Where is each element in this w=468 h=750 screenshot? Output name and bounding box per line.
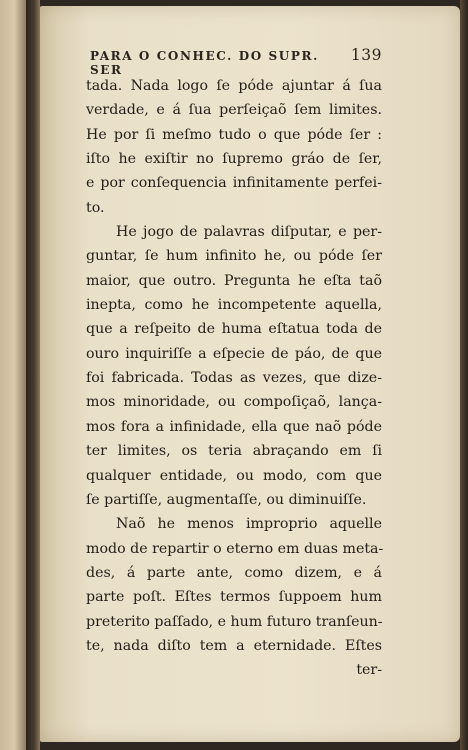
text-line: mos fora a infinidade, ella que naõ póde — [86, 418, 382, 435]
text-line: parte poſt. Eſtes termos ſuppoem hum — [86, 589, 382, 606]
text-line: qualquer entidade, ou modo, com que — [86, 467, 382, 484]
text-line: maior, que outro. Pregunta he eſta taõ — [86, 272, 382, 289]
text-line: des, á parte ante, como dizem, e á — [86, 564, 382, 581]
page-number: 139 — [350, 46, 382, 64]
facing-page-edge — [0, 0, 26, 750]
text-line: modo de repartir o eterno em duas meta- — [86, 540, 384, 557]
text-line: te, nada diſto tem a eternidade. Eſtes — [86, 637, 382, 654]
text-line: ter limites, os teria abraçando em ſi — [86, 443, 382, 460]
text-line: que a reſpeito de huma eſtatua toda de — [86, 321, 382, 338]
running-head-title: PARA O CONHEC. DO SUPR. SER — [90, 49, 319, 77]
running-head — [90, 46, 382, 77]
text-line: ouro inquiriſſe a eſpecie de páo, de que — [86, 345, 382, 362]
paragraph-end-line: ſe partiſſe, augmentaſſe, ou diminuiſſe. — [86, 491, 367, 508]
paragraph-start-line: Naõ he menos improprio aquelle — [116, 516, 382, 533]
paragraph-end-line: to. — [86, 199, 105, 216]
book-gutter — [26, 0, 40, 750]
text-line: iſto he exiſtir no ſupremo gráo de ſer, — [86, 151, 382, 168]
text-line: tada. Nada logo ſe póde ajuntar á ſua — [86, 78, 382, 94]
catchword: ter- — [356, 662, 382, 679]
text-line: guntar, ſe hum infinito he, ou póde ſer — [86, 248, 382, 265]
text-line: He por ſi meſmo tudo o que póde ſer : — [86, 126, 382, 143]
text-line: preterito paſſado, e hum futuro tranſeun- — [86, 613, 383, 630]
paragraph-start-line: He jogo de palavras diſputar, e per- — [116, 224, 382, 241]
text-line: foi fabricada. Todas as vezes, que dize- — [86, 370, 382, 387]
text-line: mos minoridade, ou compoſiçaõ, lança- — [86, 394, 382, 411]
body-text — [86, 74, 382, 683]
text-line: e por conſequencia infinitamente perfei- — [86, 175, 382, 192]
text-line: inepta, como he incompetente aquella, — [86, 297, 382, 314]
page-edge-shadow — [460, 0, 468, 750]
text-line: verdade, e á ſua perſeiçaõ ſem limites. — [86, 102, 382, 119]
